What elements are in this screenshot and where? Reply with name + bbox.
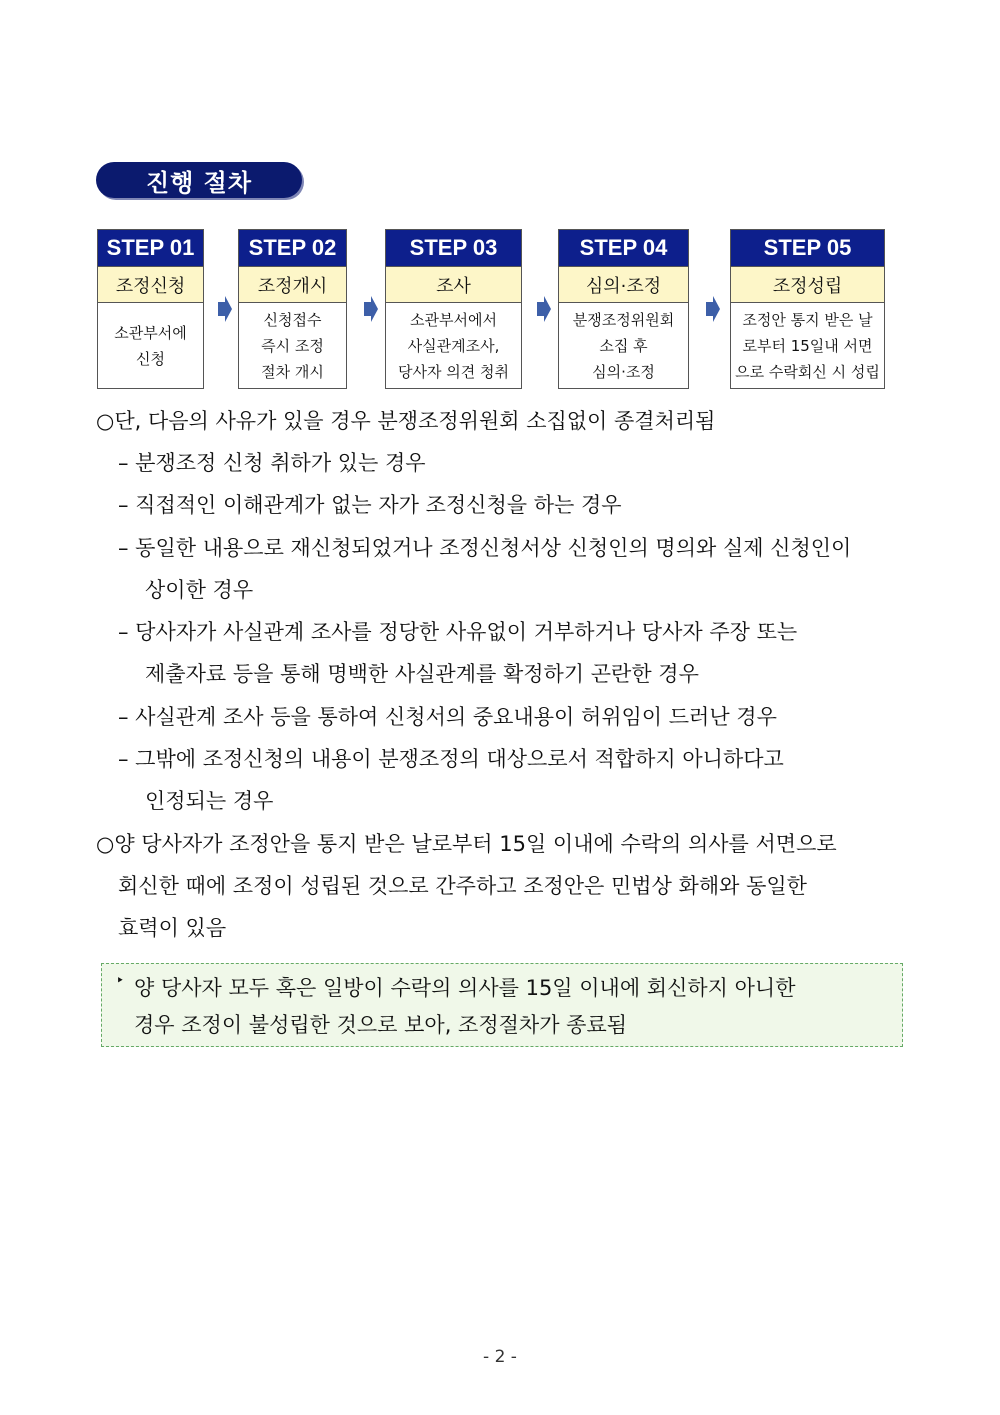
step-label: STEP 03 [386,230,521,266]
step-name: 조정신청 [98,266,203,303]
step-05 [730,229,885,389]
condition-heading: ○단, 다음의 사유가 있을 경우 분쟁조정위원회 소집없이 종결처리됨 [96,409,716,433]
step-description: 소관부서에서 사실관계조사, 당사자 의견 청취 [398,311,509,381]
right-arrow-icon [537,296,551,322]
condition-item-continued: 상이한 경우 [145,578,254,602]
section-title: 진행 절차 [96,162,302,198]
condition-item: – 분쟁조정 신청 취하가 있는 경우 [118,451,426,475]
note-line: 양 당사자 모두 혹은 일방이 수락의 의사를 15일 이내에 회신하지 아니한 [134,976,796,1000]
step-03 [385,229,522,389]
step-description: 신청접수 즉시 조정 절차 개시 [261,311,324,381]
settlement-paragraph-continued: 효력이 있음 [118,916,227,940]
page-number: - 2 - [483,1347,517,1367]
condition-item: – 동일한 내용으로 재신청되었거나 조정신청서상 신청인의 명의와 실제 신청인이 [118,536,852,560]
step-label: STEP 01 [98,230,203,266]
step-label: STEP 04 [559,230,688,266]
note-line: 경우 조정이 불성립한 것으로 보아, 조정절차가 종료됨 [134,1013,628,1037]
note-bullet-icon: ‣ [116,973,125,989]
settlement-paragraph-continued: 회신한 때에 조정이 성립된 것으로 간주하고 조정안은 민법상 화해와 동일한 [118,874,807,898]
step-description: 분쟁조정위원회 소집 후 심의·조정 [572,311,675,381]
step-name: 조정성립 [731,266,884,303]
condition-item: – 당사자가 사실관계 조사를 정당한 사유없이 거부하거나 당사자 주장 또는 [118,620,798,644]
note-box [101,963,903,1047]
right-arrow-icon [364,296,378,322]
step-label: STEP 05 [731,230,884,266]
condition-item: – 사실관계 조사 등을 통하여 신청서의 중요내용이 허위임이 드러난 경우 [118,705,777,729]
step-name: 심의·조정 [559,266,688,303]
step-description: 소관부서에 신청 [114,324,187,368]
step-name: 조정개시 [239,266,346,303]
step-name: 조사 [386,266,521,303]
step-04 [558,229,689,389]
step-01 [97,229,204,389]
step-02 [238,229,347,389]
condition-item: – 그밖에 조정신청의 내용이 분쟁조정의 대상으로서 적합하지 아니하다고 [118,747,784,771]
step-description: 조정안 통지 받은 날 로부터 15일내 서면 으로 수락회신 시 성립 [735,311,880,381]
right-arrow-icon [218,296,232,322]
condition-item-continued: 제출자료 등을 통해 명백한 사실관계를 확정하기 곤란한 경우 [145,662,699,686]
step-label: STEP 02 [239,230,346,266]
condition-item-continued: 인정되는 경우 [145,789,274,813]
settlement-paragraph: ○양 당사자가 조정안을 통지 받은 날로부터 15일 이내에 수락의 의사를 서면으로 [96,832,837,856]
condition-item: – 직접적인 이해관계가 없는 자가 조정신청을 하는 경우 [118,493,622,517]
right-arrow-icon [706,296,720,322]
